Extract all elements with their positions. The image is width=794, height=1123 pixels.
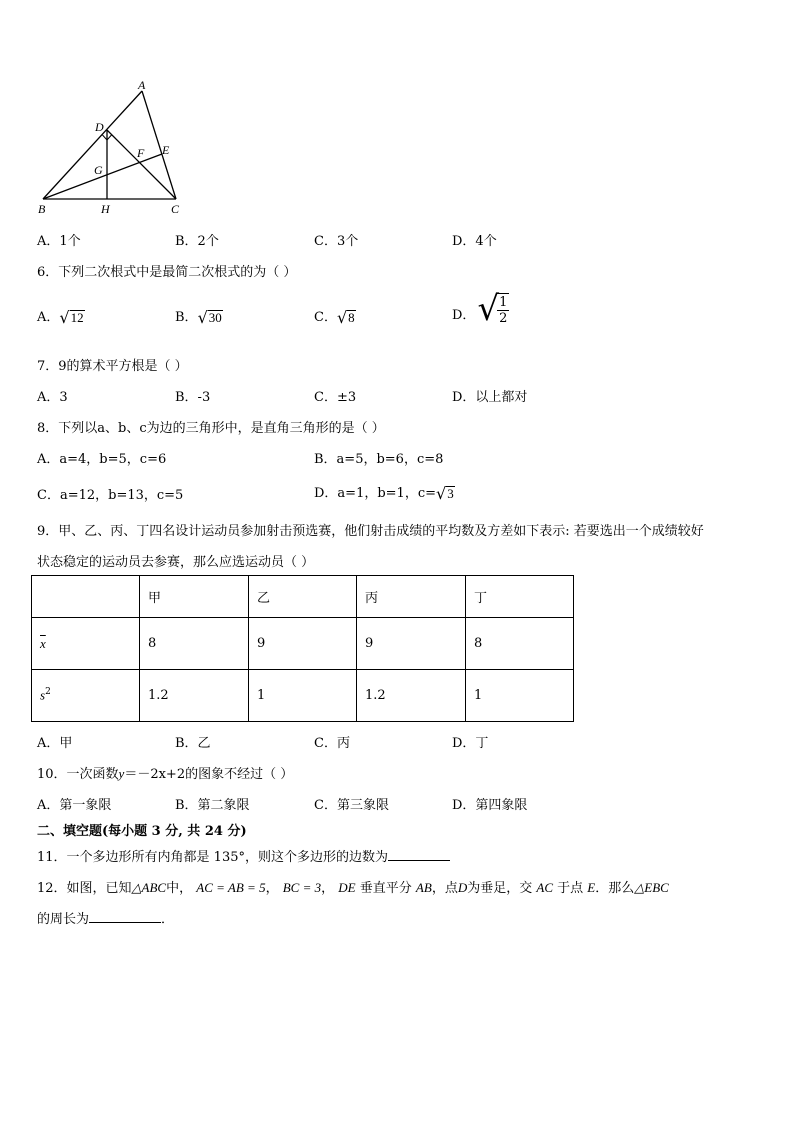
q5-option-a: A．1个 (37, 234, 81, 249)
q12-p2: 中， (166, 881, 193, 896)
variance-exponent: 2 (45, 687, 51, 698)
q9-option-c: C．丙 (314, 736, 350, 751)
table-row-mean (32, 618, 574, 670)
label-e: E (162, 143, 170, 157)
q6-d-numerator: 1 (499, 295, 508, 310)
table-cell: 9 (357, 618, 466, 670)
q8-option-c: C．a=12，b=13，c=5 (37, 488, 184, 503)
sqrt-icon: √ (477, 289, 500, 329)
q12-tri2: △EBC (634, 880, 669, 895)
q12-de: DE (338, 880, 356, 895)
variance-symbol: s (40, 687, 46, 703)
q6-option-a (37, 306, 85, 326)
q8-stem: 8．下列以a、b、c为边的三角形中，是直角三角形的是（ ） (37, 421, 385, 436)
table-row-variance (32, 670, 574, 722)
q9-option-b: B．乙 (175, 736, 211, 751)
sqrt-icon: √ 30 (197, 307, 222, 327)
q10-stem (37, 763, 293, 782)
q9-option-a: A．甲 (37, 736, 73, 751)
q10-equation: ＝－2x+2 (124, 767, 186, 782)
q12-p4: ， (321, 881, 335, 896)
q10-stem-prefix: 10．一次函数 (37, 767, 119, 782)
table-cell: 1 (249, 670, 357, 722)
q11-stem (37, 846, 450, 865)
q12-tri1: △ABC (131, 880, 167, 895)
table-cell: 8 (140, 618, 249, 670)
q12-answer-blank[interactable] (89, 910, 161, 923)
variance-label-cell (32, 670, 140, 722)
q12-eq2: BC = 3 (282, 880, 322, 895)
q8-option-d (314, 482, 455, 502)
q11-text: 11．一个多边形所有内角都是 135°，则这个多边形的边数为 (37, 850, 388, 865)
sqrt-icon: √ 3 (436, 483, 454, 503)
q12-p5: 垂直平分 (359, 881, 412, 896)
q11-answer-blank[interactable] (388, 848, 450, 861)
q5-option-d: D．4个 (452, 234, 497, 249)
q10-option-b: B．第二象限 (175, 798, 250, 813)
q6-c-label: C． (314, 310, 337, 325)
q12-line2-text: 的周长为 (37, 912, 90, 927)
q12-p7: 为垂足，交 (467, 881, 533, 896)
q6-b-radicand: 30 (208, 310, 222, 326)
q9-option-d: D．丁 (452, 736, 489, 751)
q12-p8: 于点 (557, 881, 584, 896)
table-header-row (32, 576, 574, 618)
q12-stem-line1 (37, 877, 669, 896)
label-a: A (138, 78, 146, 92)
label-d: D (95, 120, 104, 134)
mean-label-cell (32, 618, 140, 670)
table-header-cell: 丙 (357, 576, 466, 618)
q12-e: E (587, 880, 596, 895)
q7-stem: 7．9的算术平方根是（ ） (37, 359, 188, 374)
q6-a-label: A． (37, 310, 60, 325)
q12-ab: AB (415, 880, 432, 895)
q12-ac: AC (536, 880, 553, 895)
sqrt-icon: √ 8 (336, 307, 355, 327)
q10-stem-suffix: 的图象不经过（ ） (185, 767, 294, 782)
q12-p1: 12．如图，已知 (37, 881, 132, 896)
table-header-cell: 乙 (249, 576, 357, 618)
q7-option-c: C．±3 (314, 390, 357, 405)
q12-p6: ，点 (431, 881, 458, 896)
label-f: F (137, 146, 145, 160)
q8-d-radicand: 3 (447, 486, 454, 502)
label-g: G (94, 163, 103, 177)
q6-b-label: B． (175, 310, 198, 325)
q12-p3: ， (265, 881, 279, 896)
q5-option-c: C．3个 (314, 234, 359, 249)
label-h: H (101, 202, 110, 216)
table-cell: 1.2 (140, 670, 249, 722)
q7-option-d: D．以上都对 (452, 390, 528, 405)
q6-d-denominator: 2 (499, 311, 508, 326)
mean-symbol: $\overline{x}$ (40, 635, 46, 651)
q12-p9: ．那么 (595, 881, 635, 896)
section-title: 二、填空题(每小题 3 分, 共 24 分) (37, 824, 247, 839)
q12-d: D (457, 880, 468, 895)
table-cell: 1 (466, 670, 574, 722)
q7-option-a: A．3 (37, 390, 68, 405)
q8-d-text: D．a=1，b=1，c= (314, 486, 436, 501)
score-table (31, 575, 574, 722)
q12-eq1: AC = AB = 5 (196, 880, 266, 895)
table-header-cell: 丁 (466, 576, 574, 618)
sqrt-icon: √ 12 (59, 307, 84, 327)
q12-end: ． (161, 912, 175, 927)
q6-option-d (452, 289, 509, 329)
q8-option-a: A．a=4，b=5，c=6 (37, 452, 167, 467)
table-cell: 9 (249, 618, 357, 670)
q10-option-a: A．第一象限 (37, 798, 112, 813)
table-header-cell: 甲 (140, 576, 249, 618)
q6-c-radicand: 8 (348, 310, 355, 326)
q9-stem-line1: 9．甲、乙、丙、丁四名设计运动员参加射击预选赛，他们射击成绩的平均数及方差如下表示: 若要选出一个成绩较好 (37, 524, 704, 539)
table-cell: 8 (466, 618, 574, 670)
q10-var: y (118, 766, 125, 781)
q8-option-b: B．a=5，b=6，c=8 (314, 452, 444, 467)
q5-option-b: B．2个 (175, 234, 219, 249)
q6-d-label: D． (452, 307, 476, 323)
triangle-figure (30, 78, 200, 223)
label-c: C (171, 202, 180, 216)
segment-ab (43, 91, 142, 199)
q10-option-d: D．第四象限 (452, 798, 528, 813)
q6-a-radicand: 12 (70, 310, 84, 326)
q6-option-c (314, 306, 356, 326)
q9-stem-line2: 状态稳定的运动员去参赛，那么应选运动员（ ） (37, 555, 315, 570)
q12-stem-line2 (37, 908, 174, 927)
q6-stem: 6．下列二次根式中是最简二次根式的为（ ） (37, 265, 297, 280)
label-b: B (38, 202, 46, 216)
table-corner-cell (32, 576, 140, 618)
q10-option-c: C．第三象限 (314, 798, 389, 813)
q6-option-b (175, 306, 223, 326)
table-cell: 1.2 (357, 670, 466, 722)
q7-option-b: B．-3 (175, 390, 211, 405)
